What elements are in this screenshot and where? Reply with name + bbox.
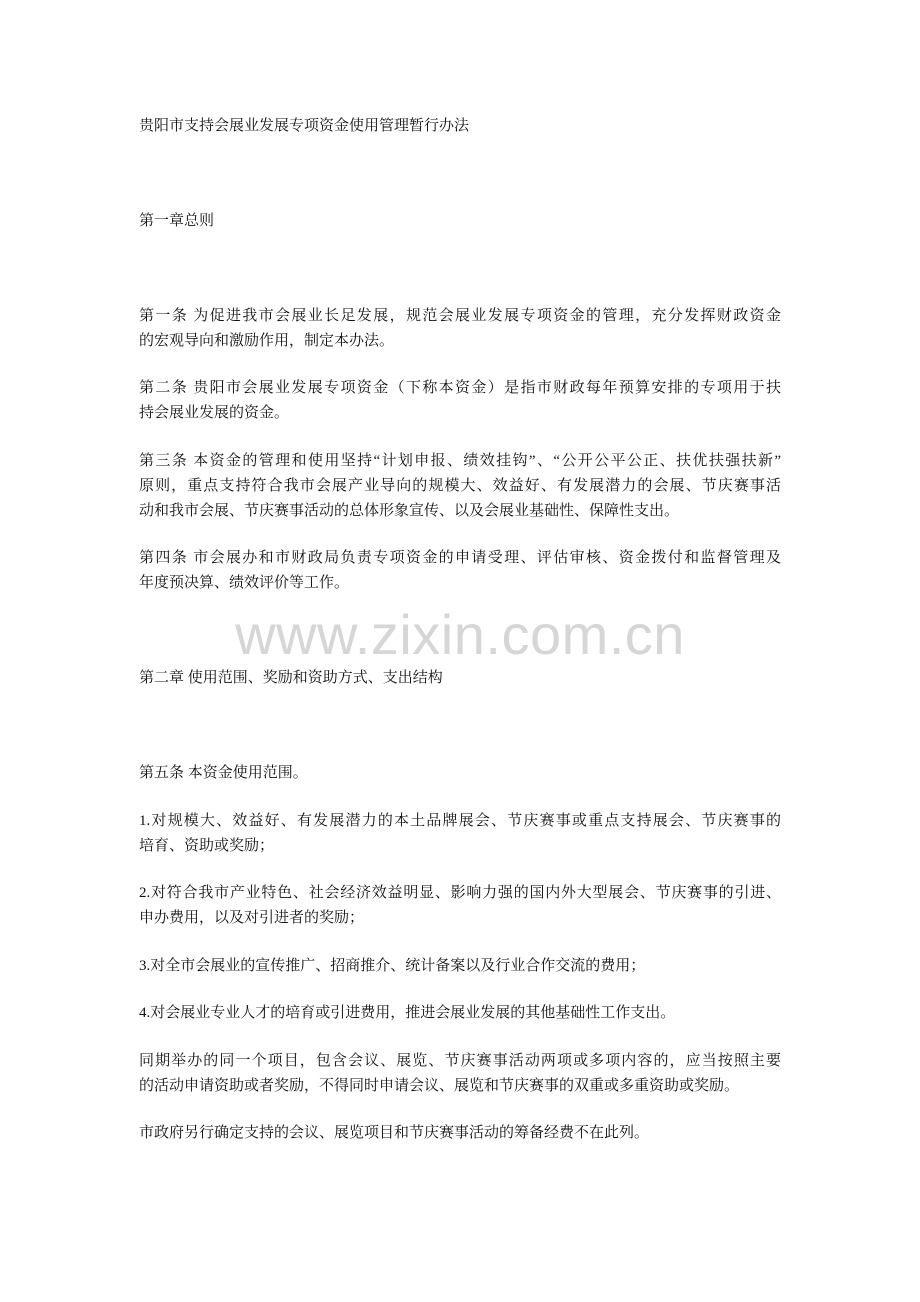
- paragraph-line: 同期举办的同一个项目，包含会议、展览、节庆赛事活动两项或多项内容的，应当按照主要: [139, 1052, 781, 1069]
- paragraph-line: 申办费用，以及对引进者的奖励；: [139, 910, 365, 926]
- chapter-heading: [139, 209, 781, 234]
- title-line: 贵阳市支持会展业发展专项资金使用管理暂行办法: [139, 118, 470, 134]
- article-3-paragraph: [139, 449, 781, 524]
- paragraph-line: 年度预决算、绩效评价等工作。: [139, 575, 350, 591]
- article-1-paragraph: [139, 304, 781, 354]
- article-4-paragraph: [139, 546, 781, 596]
- paragraph-line: 第二条 贵阳市会展业发展专项资金（下称本资金）是指市财政每年预算安排的专项用于扶: [139, 380, 781, 396]
- paragraph-line: 持会展业发展的资金。: [139, 405, 290, 421]
- paragraph-line: 第五条 本资金使用范围。: [139, 765, 308, 781]
- paragraph-line: 原则，重点支持符合我市会展产业导向的规模大、效益好、有发展潜力的会展、节庆赛事活: [139, 477, 781, 494]
- chapter-2-heading: 第二章 使用范围、奖励和资助方式、支出结构: [139, 670, 443, 686]
- chapter-heading: [139, 666, 781, 691]
- list-item-2: [139, 881, 781, 931]
- site-watermark: www.zixin.com.cn: [235, 603, 685, 666]
- document-title: [139, 114, 781, 139]
- paragraph-line: 3.对全市会展业的宣传推广、招商推介、统计备案以及行业合作交流的费用；: [139, 957, 646, 974]
- chapter-1-heading: 第一章总则: [139, 212, 215, 229]
- paragraph-line: 培育、资助或奖励；: [139, 837, 275, 854]
- paragraph-line: 市政府另行确定支持的会议、展览项目和节庆赛事活动的筹备经费不在此列。: [139, 1125, 650, 1141]
- paragraph-line: 的活动申请资助或者奖励，不得同时申请会议、展览和节庆赛事的双重或多重资助或奖励。: [139, 1077, 740, 1094]
- same-period-paragraph: [139, 1049, 781, 1099]
- paragraph-line: 1.对规模大、效益好、有发展潜力的本土品牌展会、节庆赛事或重点支持展会、节庆赛事的: [139, 812, 781, 829]
- paragraph-line: 第三条 本资金的管理和使用坚持“计划申报、绩效挂钩”、“公开公平公正、扶优扶强扶新”: [139, 452, 781, 469]
- paragraph-line: 第一条 为促进我市会展业长足发展，规范会展业发展专项资金的管理，充分发挥财政资金: [139, 307, 781, 324]
- excluded-expenses-paragraph: [139, 1121, 781, 1146]
- paragraph-line: 4.对会展业专业人才的培育或引进费用，推进会展业发展的其他基础性工作支出。: [139, 1005, 676, 1021]
- list-item-4: [139, 1001, 781, 1026]
- paragraph-line: 第四条 市会展办和市财政局负责专项资金的申请受理、评估审核、资金拨付和监督管理及: [139, 550, 781, 566]
- paragraph-line: 2.对符合我市产业特色、社会经济效益明显、影响力强的国内外大型展会、节庆赛事的引进、: [139, 885, 781, 901]
- document-body: [139, 114, 781, 1169]
- list-item-1: [139, 809, 781, 859]
- article-2-paragraph: [139, 376, 781, 426]
- article-5-paragraph: [139, 761, 781, 786]
- paragraph-line: 动和我市会展、节庆赛事活动的总体形象宣传、以及会展业基础性、保障性支出。: [139, 502, 680, 519]
- paragraph-line: 的宏观导向和激励作用，制定本办法。: [139, 332, 395, 349]
- list-item-3: [139, 954, 781, 979]
